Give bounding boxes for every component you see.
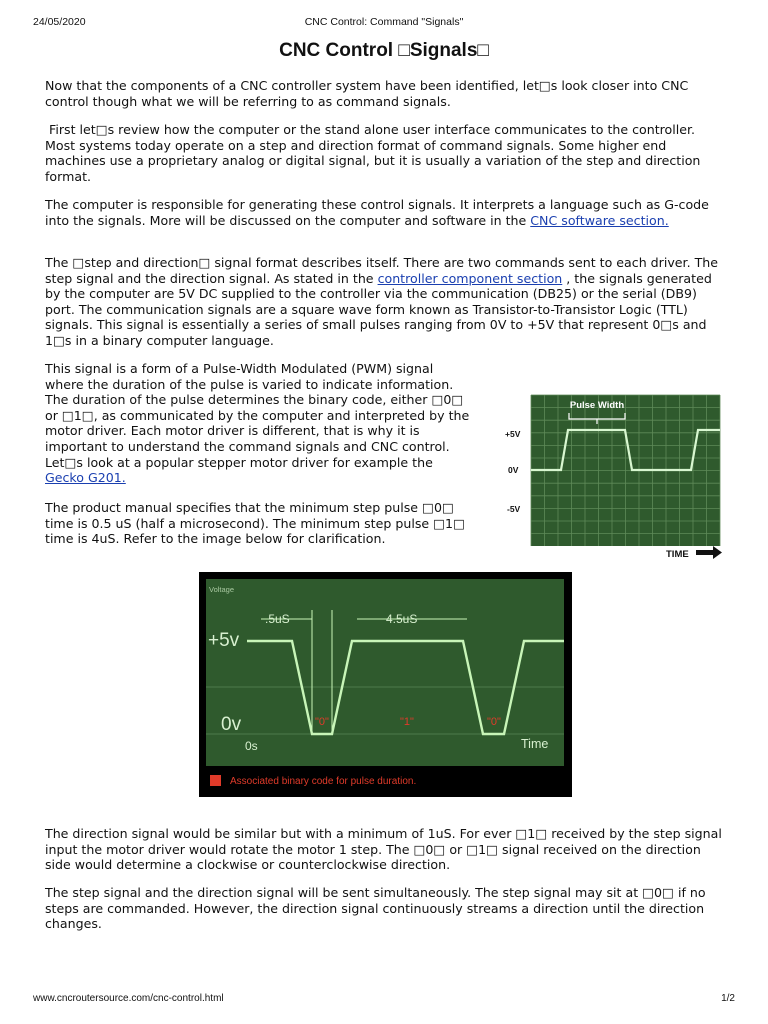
fig2-legend-label: Associated binary code for pulse duration.	[230, 776, 417, 787]
paragraph-simultaneous: The step signal and the direction signal will be sent simultaneously. The step signal may sit at □0□ if no steps are commanded. However, the direction signal continuously streams a direction until the direction changes.	[45, 885, 706, 932]
paragraph-step-direction-text-a: The □step and direction□ signal format describes itself. There are two commands sent to each driver. The step signal and the direction signal. As stated in the	[45, 255, 719, 286]
fig2-binary-0-second: "0"	[487, 716, 501, 728]
footer-page-number: 1/2	[721, 993, 735, 1004]
header-date: 24/05/2020	[33, 16, 86, 28]
step-pulse-timing-figure	[199, 572, 572, 797]
fig2-t1-label: .5uS	[265, 612, 290, 626]
paragraph-step-direction-text-b: , the signals generated by the computer are 5V DC supplied to the controller via the communication (DB25) or the serial (DB9) port. The communication signals are a square wave form known as Transistor-to-Transistor Logic (TTL) signals. This signal is essentially a series of small pulses ranging from 0V to +5V that represent 0□s and 1□s in a binary computer language.	[45, 270, 712, 348]
fig2-plus5-label: +5v	[208, 630, 240, 651]
paragraph-direction: The direction signal would be similar but with a minimum of 1uS. For ever □1□ received by the step signal input the motor driver would rotate the motor 1 step. The □0□ or □1□ signal received on the direction side would determine a clockwise or counterclockwise direction.	[45, 826, 722, 873]
fig2-time-label: Time	[521, 737, 549, 751]
paragraph-manual: The product manual specifies that the minimum step pulse □0□ time is 0.5 uS (half a microsecond). The minimum step pulse □1□ time is 4uS. Refer to the image below for clarification.	[45, 500, 465, 547]
fig1-time-arrow-icon	[696, 546, 722, 559]
cnc-software-link[interactable]: CNC software section.	[530, 212, 669, 228]
paragraph-intro: Now that the components of a CNC controller system have been identified, let□s look closer into CNC control though what we will be referring to as command signals.	[45, 78, 689, 109]
paragraph-pwm	[45, 361, 470, 486]
fig1-plus5-label: +5V	[505, 429, 521, 439]
fig2-zero-label: 0v	[221, 714, 242, 735]
header-title: CNC Control: Command "Signals"	[304, 16, 464, 28]
paragraph-review: First let□s review how the computer or the stand alone user interface communicates to the controller. Most systems today operate on a step and direction format of command signals. Some higher end machines use a proprietary analog or digital signal, but it is usually a variation of the step and direction format.	[45, 122, 705, 184]
fig1-pulse-width-label: Pulse Width	[569, 400, 625, 411]
fig2-legend-swatch	[210, 775, 221, 786]
fig2-zero-s-label: 0s	[245, 739, 258, 753]
fig1-time-label: TIME	[666, 549, 689, 560]
gecko-g201-link[interactable]: Gecko G201.	[45, 470, 126, 486]
fig2-t2-label: 4.5uS	[386, 612, 418, 626]
fig2-binary-0-first: "0"	[315, 716, 329, 728]
page-title: CNC Control □Signals□	[279, 40, 489, 61]
fig2-screen	[206, 579, 564, 766]
pulse-width-figure	[503, 393, 725, 563]
fig1-zero-label: 0V	[508, 465, 519, 475]
fig2-voltage-label: Voltage	[209, 585, 235, 594]
fig2-binary-1: "1"	[400, 716, 414, 728]
footer-url: www.cncroutersource.com/cnc-control.html	[33, 993, 224, 1004]
paragraph-computer-text: The computer is responsible for generating these control signals. It interprets a language such as G-code into the signals. More will be discussed on the computer and software in the	[45, 197, 709, 228]
controller-component-link[interactable]: controller component section	[377, 270, 563, 286]
paragraph-computer	[45, 197, 725, 228]
paragraph-step-direction	[45, 255, 725, 349]
paragraph-pwm-text: This signal is a form of a Pulse-Width Modulated (PWM) signal where the duration of the pulse is varied to indicate information. The duration of the pulse determines the binary code, either □0□ or □1□, as communicated by the computer and interpreted by the motor driver. Each motor driver is different, that is why it is important to understand the command signals and CNC control. Let□s look at a popular stepper motor driver for example the	[45, 361, 470, 470]
fig1-minus5-label: -5V	[507, 504, 521, 514]
